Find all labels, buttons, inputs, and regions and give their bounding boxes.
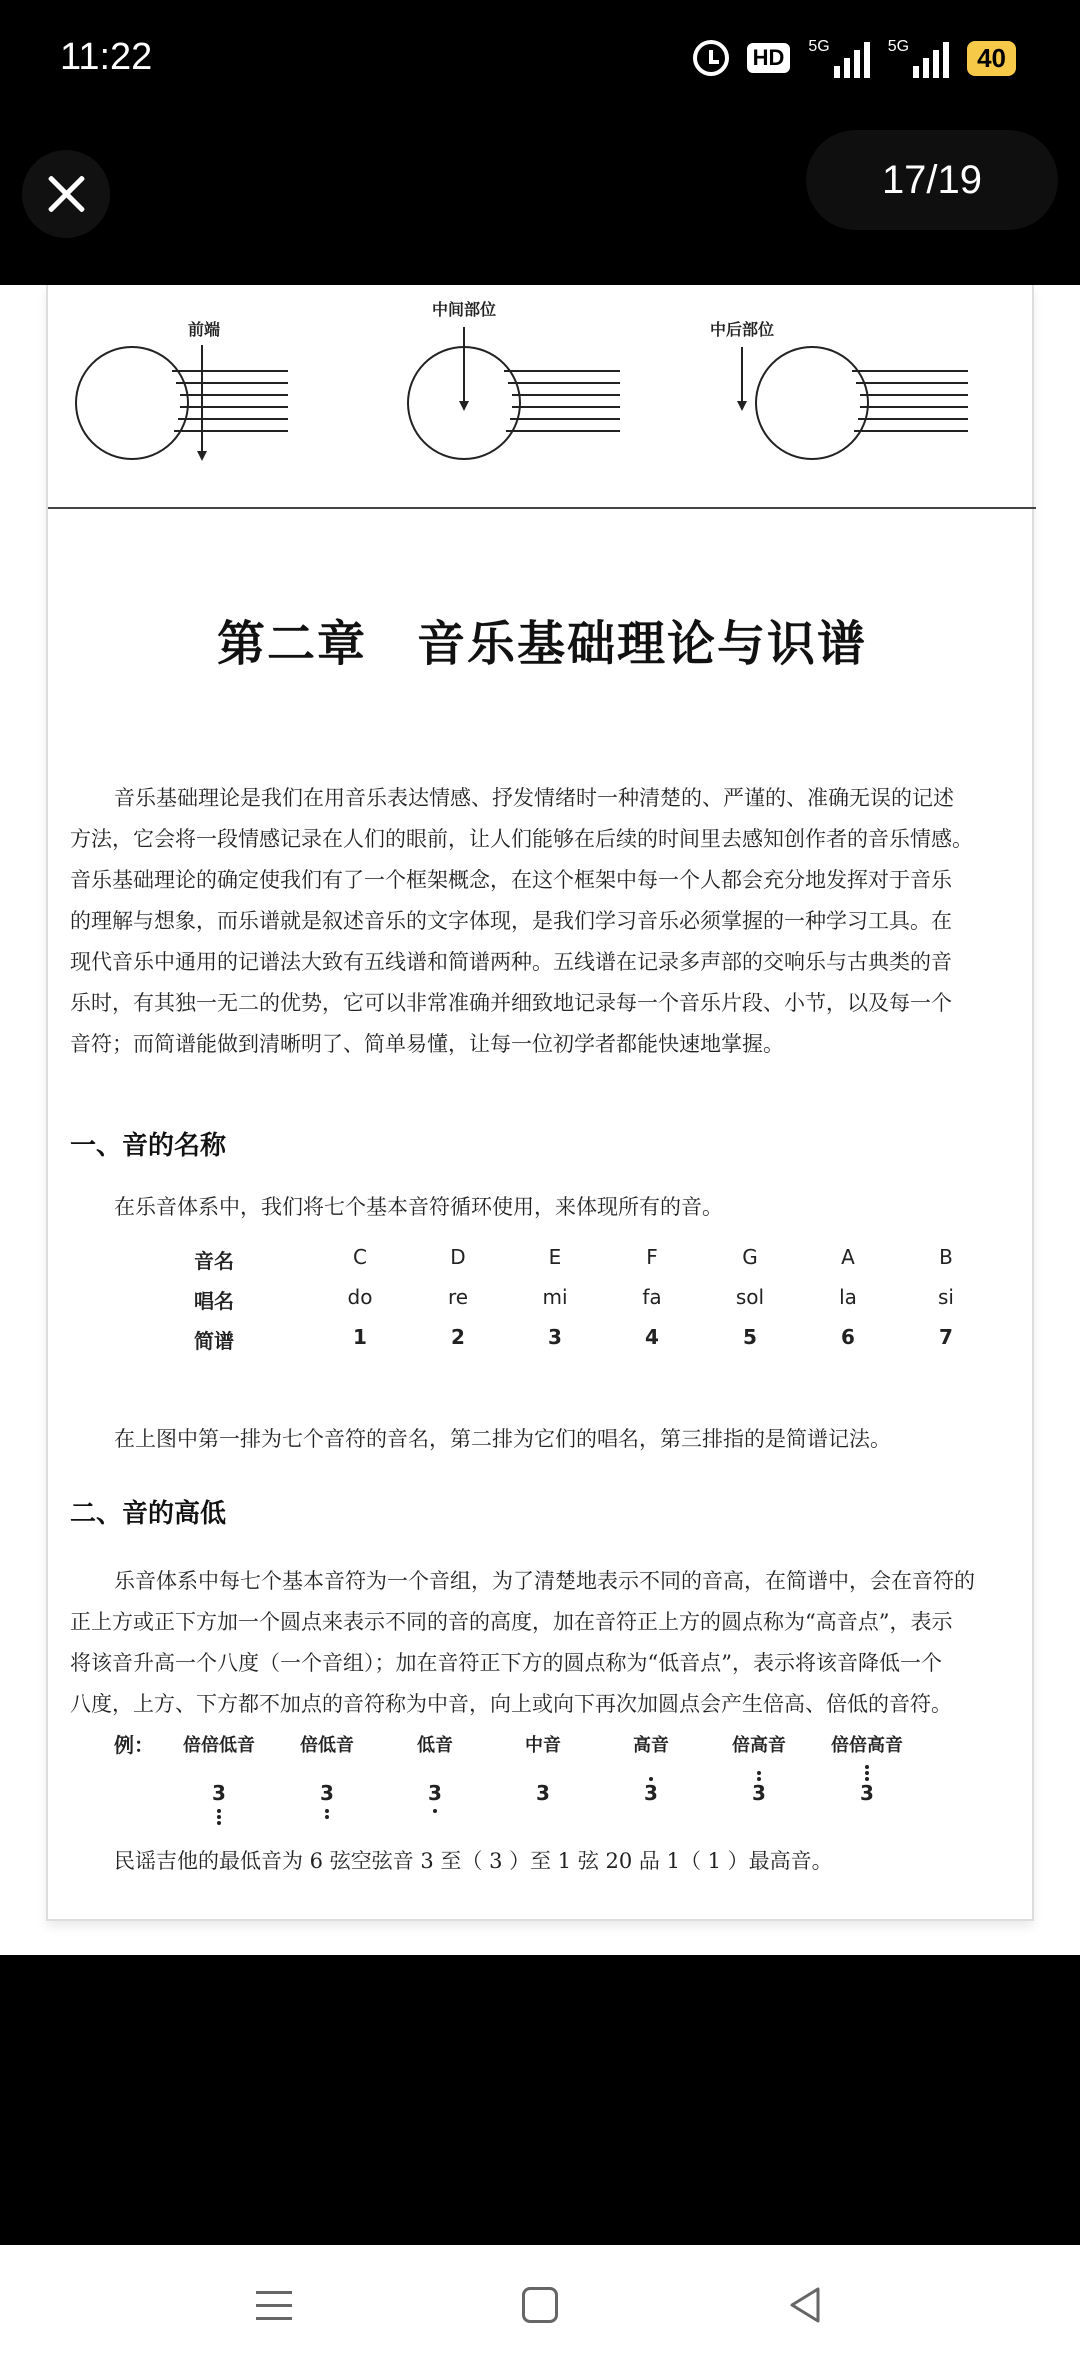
status-bar [0,0,1080,120]
close-button[interactable] [22,150,110,238]
system-nav-bar [0,2245,1080,2376]
page-divider [48,507,1036,509]
close-icon [44,172,88,216]
pick-position-diagram [48,285,1036,507]
viewer-toolbar [0,120,1080,285]
diagram-label-middle: 中间部位 [431,300,497,319]
table-cell: 3 [548,1325,562,1349]
back-icon[interactable] [786,2285,826,2325]
example-label: 例： [114,1733,154,1757]
table-cell: re [447,1285,469,1309]
table-cell: F [646,1245,658,1269]
table-cell: C [353,1245,367,1269]
section-heading: 二、音的高低 [70,1499,227,1529]
intro-line: 的理解与想象，而乐谱就是叙述音乐的文字体现，是我们学习音乐必须掌握的一种学习工具。在 [70,909,952,933]
menu-icon[interactable] [256,2289,292,2323]
diagram-label-front: 前端 [187,320,221,339]
pitch-header: 倍倍高音 [831,1735,903,1756]
diagram-label-back-middle: 中后部位 [709,320,775,339]
chapter-title [48,605,1036,674]
alarm-icon [693,40,729,76]
network-label: 5G [808,38,830,55]
table-cell: 1 [353,1325,367,1349]
page-counter: 17/19 [806,130,1058,230]
pitch-para-line: 将该音升高一个八度（一个音组）；加在音符正下方的圆点称为“低音点”，表示将该音降低一个 [70,1651,942,1675]
pitch-header: 低音 [417,1735,453,1756]
status-time: 11:22 [60,36,153,78]
intro-line: 乐时，有其独一无二的优势，它可以非常准确并细致地记录每一个音乐片段、小节，以及每一个 [70,991,952,1015]
status-icons [693,36,1016,80]
pitch-note: 3 [428,1781,442,1805]
row-label: 音名 [194,1249,234,1273]
table-cell: 4 [645,1325,659,1349]
pitch-note: 3 [644,1781,658,1805]
intro-line: 音乐基础理论的确定使我们有了一个框架概念，在这个框架中每一个人都会充分地发挥对于音乐 [70,868,952,892]
table-cell: 7 [939,1325,953,1349]
table-cell: do [347,1285,373,1309]
viewer-background [0,1955,1080,2245]
intro-line: 现代音乐中通用的记谱法大致有五线谱和简谱两种。五线谱在记录多声部的交响乐与古典类的音 [70,950,952,974]
row-label: 简谱 [194,1329,234,1353]
row-label: 唱名 [194,1289,234,1313]
table-cell: 5 [743,1325,757,1349]
pitch-header: 中音 [525,1735,561,1756]
section-heading: 一、音的名称 [70,1131,227,1161]
home-icon[interactable] [522,2287,558,2323]
table-cell: 6 [841,1325,855,1349]
hd-badge: HD [747,43,791,73]
pitch-note: 3 [536,1781,550,1805]
section-lead: 在乐音体系中，我们将七个基本音符循环使用，来体现所有的音。 [114,1195,723,1219]
table-cell: la [839,1285,857,1309]
pitch-para-line: 八度，上方、下方都不加点的音符称为中音，向上或向下再次加圆点会产生倍高、倍低的音符。 [70,1692,952,1716]
table-cell: si [938,1285,954,1309]
table-cell: B [939,1245,953,1269]
table-cell: G [742,1245,758,1269]
table-caption: 在上图中第一排为七个音符的音名，第二排为它们的唱名，第三排指的是简谱记法。 [114,1427,891,1451]
network-label-2: 5G [887,38,910,55]
pitch-header: 倍倍低音 [183,1735,255,1756]
pitch-header: 高音 [633,1735,669,1756]
signal-icon [808,38,869,78]
chapter-number: 第二章 [216,616,367,672]
intro-line: 音乐基础理论是我们在用音乐表达情感、抒发情绪时一种清楚的、严谨的、准确无误的记述 [114,786,954,810]
battery-icon: 40 [967,41,1016,76]
intro-line: 音符；而简谱能做到清晰明了、简单易懂，让每一位初学者都能快速地掌握。 [70,1032,784,1056]
pitch-note: 3 [860,1781,874,1805]
table-cell: E [548,1245,562,1269]
table-cell: D [450,1245,466,1269]
pitch-note: 3 [320,1781,334,1805]
pitch-header: 倍高音 [732,1735,786,1756]
table-cell: 2 [451,1325,465,1349]
document-page [46,285,1034,1921]
intro-line: 方法，它会将一段情感记录在人们的眼前，让人们能够在后续的时间里去感知创作者的音乐情感。 [70,827,973,851]
pitch-para-line: 正上方或正下方加一个圆点来表示不同的音的高度，加在音符正上方的圆点称为“高音点”，表示 [70,1610,953,1634]
pitch-header: 倍低音 [300,1735,354,1756]
table-cell: A [841,1245,855,1269]
pitch-note: 3 [752,1781,766,1805]
table-cell: sol [735,1285,765,1309]
document-viewport[interactable] [0,285,1080,1955]
pitch-para-line: 乐音体系中每七个基本音符为一个音组，为了清楚地表示不同的音高，在简谱中，会在音符的 [114,1569,975,1593]
table-cell: mi [542,1285,568,1309]
table-cell: fa [642,1285,662,1309]
guitar-range-note: 民谣吉他的最低音为 6 弦空弦音 3 至（ 3 ）至 1 弦 20 品 1（ 1 ）最高音。 [114,1849,833,1873]
pitch-note: 3 [212,1781,226,1805]
signal-icon-2 [888,38,949,78]
chapter-name: 音乐基础理论与识谱 [417,616,868,672]
